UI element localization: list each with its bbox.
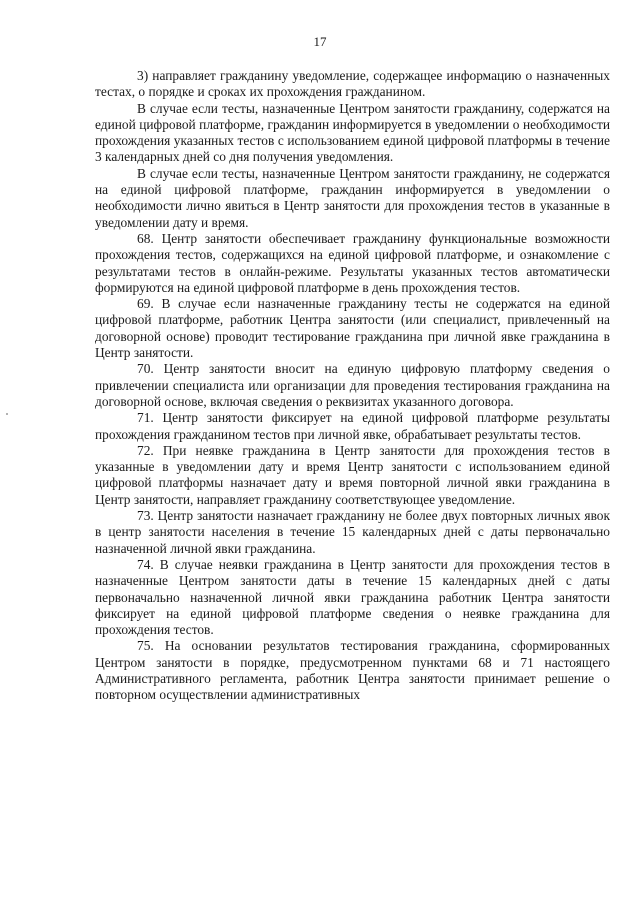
- paragraph-74: 74. В случае неявки гражданина в Центр занятости для прохождения тестов в назначенные Центром занятости даты в течение 15 календарных дней с даты первоначально назначенной личной явки гражданина работник Центра занятости фиксирует на единой цифровой платформе сведения о неявке гражданина для прохождения тестов.: [95, 556, 610, 638]
- paragraph-71: 71. Центр занятости фиксирует на единой цифровой платформе результаты прохождения гражданином тестов при личной явке, обрабатывает результаты тестов.: [95, 410, 610, 442]
- paragraph-73: 73. Центр занятости назначает гражданину не более двух повторных личных явок в центр занятости населения в течение 15 календарных дней с даты первоначально назначенной личной явки гражданина.: [95, 508, 610, 556]
- paragraph-75: 75. На основании результатов тестирования гражданина, сформированных Центром занятости в порядке, предусмотренном пунктами 68 и 71 настоящего Административного регламента, работник Центра занятости принимает решение о повторном осуществлении административных: [95, 638, 610, 703]
- paragraph-70: 70. Центр занятости вносит на единую цифровую платформу сведения о привлечении специалиста или организации для проведения тестирования гражданина на договорной основе, включая сведения о реквизитах указанного договора.: [95, 361, 610, 409]
- document-body: [95, 68, 610, 704]
- page-number: 17: [313, 34, 327, 49]
- paragraph-69: 69. В случае если назначенные гражданину тесты не содержатся на единой цифровой платформе, работник Центра занятости (или специалист, привлеченный на договорной основе) проводит тестирование гражданина при личной явке гражданина в Центр занятости.: [95, 296, 610, 361]
- margin-mark: [6, 413, 8, 415]
- paragraph-68: 68. Центр занятости обеспечивает гражданину функциональные возможности прохождения тестов, содержащихся на единой цифровой платформе, и ознакомление с результатами тестов в онлайн-режиме. Результаты указанных тестов автоматически формируются на единой цифровой платформе в день прохождения тестов.: [95, 230, 610, 295]
- paragraph-67-3: 3) направляет гражданину уведомление, содержащее информацию о назначенных тестах, о порядке и сроках их прохождения гражданином.: [95, 68, 610, 100]
- paragraph-tests-not-on-platform: В случае если тесты, назначенные Центром занятости гражданину, не содержатся на единой цифровой платформе, гражданин информируется в уведомлении о необходимости лично явиться в Центр занятости для прохождения тестов в указанные в уведомлении дату и время.: [95, 165, 610, 230]
- paragraph-72: 72. При неявке гражданина в Центр занятости для прохождения тестов в указанные в уведомлении дату и время Центр занятости с использованием единой цифровой платформы назначает дату и время повторной личной явки гражданина в Центр занятости, направляет гражданину соответствующее уведомление.: [95, 442, 610, 507]
- paragraph-tests-on-platform: В случае если тесты, назначенные Центром занятости гражданину, содержатся на единой цифровой платформе, гражданин информируется в уведомлении о необходимости прохождения указанных тестов с использованием единой цифровой платформы в течение 3 календарных дней со дня получения уведомления.: [95, 100, 610, 165]
